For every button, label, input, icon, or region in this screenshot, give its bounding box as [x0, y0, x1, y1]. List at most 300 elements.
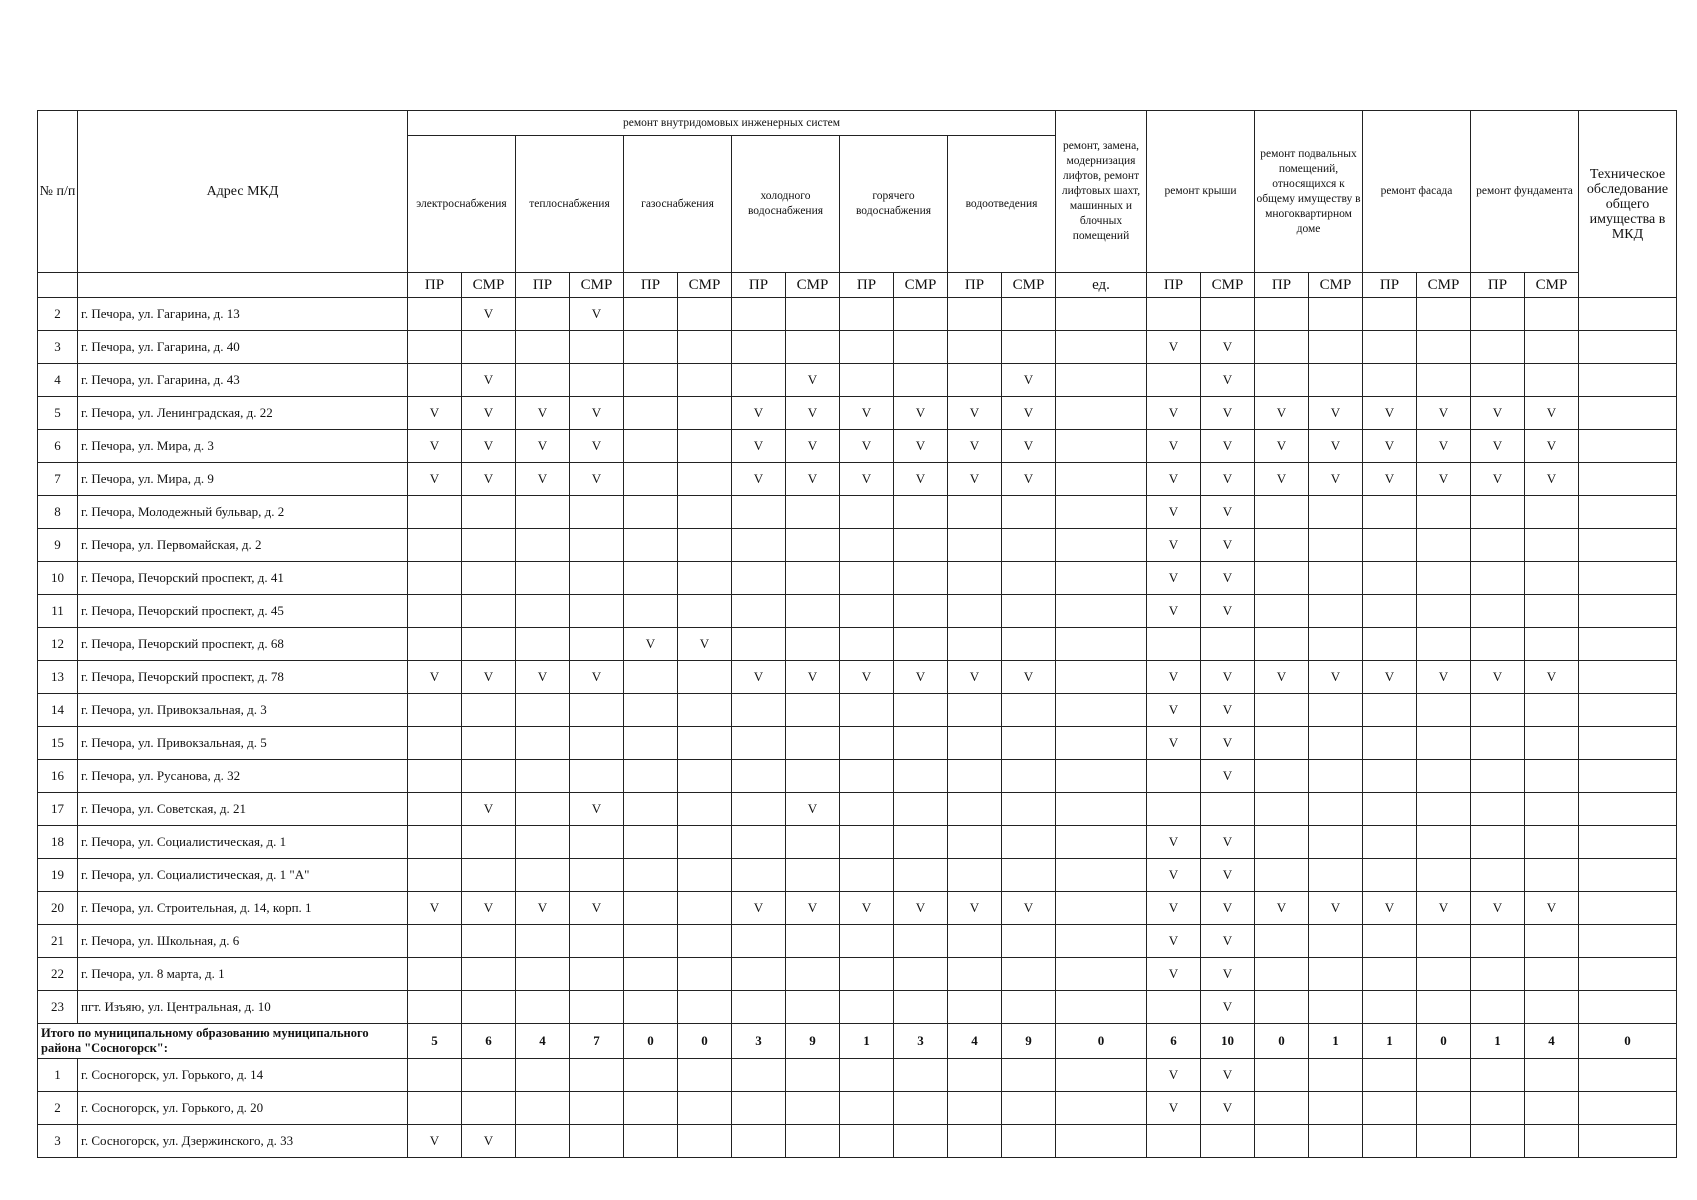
mark-cell — [408, 760, 462, 793]
mark-cell — [624, 661, 678, 694]
mark-cell — [1056, 562, 1147, 595]
mark-cell — [462, 727, 516, 760]
mark-cell — [516, 595, 570, 628]
mark-cell — [1363, 859, 1417, 892]
mark-cell — [1363, 298, 1417, 331]
mark-cell — [408, 859, 462, 892]
mark-cell: V — [1471, 661, 1525, 694]
mark-cell — [462, 991, 516, 1024]
table-row — [38, 463, 1677, 496]
mark-cell — [462, 529, 516, 562]
mark-cell: V — [894, 430, 948, 463]
total-cell: 0 — [678, 1024, 732, 1059]
mark-cell — [624, 760, 678, 793]
mark-cell: V — [1147, 463, 1201, 496]
mark-cell — [1417, 925, 1471, 958]
mark-cell — [894, 958, 948, 991]
mark-cell — [1147, 760, 1201, 793]
total-cell: 4 — [1525, 1024, 1579, 1059]
mark-cell: V — [1363, 430, 1417, 463]
mark-cell — [1471, 331, 1525, 364]
mark-cell — [948, 859, 1002, 892]
mark-cell — [732, 760, 786, 793]
mark-cell — [786, 298, 840, 331]
mark-cell — [894, 793, 948, 826]
mark-cell: V — [462, 793, 516, 826]
mark-cell: V — [678, 628, 732, 661]
mark-cell — [462, 826, 516, 859]
mark-cell — [948, 826, 1002, 859]
mark-cell — [408, 1092, 462, 1125]
row-number: 3 — [38, 331, 78, 364]
smr-subheader: СМР — [1201, 273, 1255, 298]
mark-cell — [732, 628, 786, 661]
col-number-header: № п/п — [38, 111, 78, 273]
row-address: г. Печора, ул. Первомайская, д. 2 — [78, 529, 408, 562]
mark-cell — [1002, 628, 1056, 661]
row-number: 16 — [38, 760, 78, 793]
mark-cell: V — [516, 661, 570, 694]
mark-cell — [624, 595, 678, 628]
mark-cell — [1255, 364, 1309, 397]
mark-cell — [1363, 1092, 1417, 1125]
mark-cell — [516, 562, 570, 595]
mark-cell: V — [1201, 463, 1255, 496]
mark-cell — [786, 727, 840, 760]
row-number: 19 — [38, 859, 78, 892]
mark-cell — [1309, 793, 1363, 826]
row-number: 21 — [38, 925, 78, 958]
mark-cell — [1417, 364, 1471, 397]
mark-cell — [1363, 562, 1417, 595]
mark-cell — [1417, 991, 1471, 1024]
mark-cell — [1579, 859, 1677, 892]
mark-cell — [1579, 925, 1677, 958]
mark-cell — [1471, 298, 1525, 331]
mark-cell — [1525, 727, 1579, 760]
table-row — [38, 892, 1677, 925]
total-cell: 4 — [948, 1024, 1002, 1059]
mark-cell: V — [1471, 430, 1525, 463]
mark-cell — [1417, 562, 1471, 595]
total-cell: 6 — [1147, 1024, 1201, 1059]
mark-cell — [624, 892, 678, 925]
row-number: 22 — [38, 958, 78, 991]
mark-cell — [732, 727, 786, 760]
smr-subheader: СМР — [678, 273, 732, 298]
mark-cell — [1201, 298, 1255, 331]
table-row — [38, 661, 1677, 694]
mark-cell: V — [570, 298, 624, 331]
mark-cell — [408, 595, 462, 628]
mark-cell: V — [624, 628, 678, 661]
mark-cell — [1002, 958, 1056, 991]
row-address: г. Сосногорск, ул. Горького, д. 20 — [78, 1092, 408, 1125]
mark-cell: V — [786, 892, 840, 925]
mark-cell — [786, 1059, 840, 1092]
mark-cell — [624, 991, 678, 1024]
mark-cell: V — [894, 463, 948, 496]
mark-cell — [1417, 331, 1471, 364]
mark-cell — [1056, 628, 1147, 661]
table-row — [38, 958, 1677, 991]
mark-cell: V — [1309, 892, 1363, 925]
mark-cell: V — [516, 463, 570, 496]
mark-cell — [894, 1059, 948, 1092]
mark-cell — [570, 826, 624, 859]
mark-cell — [840, 727, 894, 760]
mark-cell — [786, 694, 840, 727]
mark-cell — [1579, 958, 1677, 991]
mark-cell — [894, 595, 948, 628]
mark-cell — [1363, 628, 1417, 661]
mark-cell — [840, 958, 894, 991]
mark-cell — [1363, 826, 1417, 859]
mark-cell — [516, 925, 570, 958]
mark-cell: V — [840, 397, 894, 430]
mark-cell — [1579, 496, 1677, 529]
mark-cell — [516, 859, 570, 892]
sewer-header: водоотведения — [948, 136, 1056, 273]
mark-cell — [840, 826, 894, 859]
pr-subheader: ПР — [1147, 273, 1201, 298]
mark-cell — [840, 496, 894, 529]
total-cell: 1 — [1309, 1024, 1363, 1059]
mark-cell — [1056, 661, 1147, 694]
mark-cell: V — [786, 430, 840, 463]
row-number: 15 — [38, 727, 78, 760]
mark-cell — [1417, 760, 1471, 793]
total-cell: 0 — [1579, 1024, 1677, 1059]
row-address: г. Печора, ул. Гагарина, д. 13 — [78, 298, 408, 331]
table-row — [38, 694, 1677, 727]
mark-cell — [1002, 1059, 1056, 1092]
pr-subheader: ПР — [1363, 273, 1417, 298]
mark-cell — [1056, 430, 1147, 463]
mark-cell: V — [1201, 364, 1255, 397]
mark-cell — [1417, 529, 1471, 562]
smr-subheader: СМР — [1309, 273, 1363, 298]
mark-cell — [462, 1092, 516, 1125]
mark-cell — [516, 298, 570, 331]
mark-cell — [408, 1059, 462, 1092]
mark-cell — [894, 364, 948, 397]
mark-cell — [948, 793, 1002, 826]
mark-cell — [1471, 1059, 1525, 1092]
mark-cell: V — [1255, 892, 1309, 925]
row-address: г. Печора, ул. Социалистическая, д. 1 "А" — [78, 859, 408, 892]
mark-cell: V — [732, 430, 786, 463]
mark-cell: V — [516, 397, 570, 430]
mark-cell — [840, 628, 894, 661]
mark-cell — [462, 760, 516, 793]
mark-cell — [1255, 991, 1309, 1024]
mark-cell — [516, 1125, 570, 1158]
row-number: 18 — [38, 826, 78, 859]
mark-cell — [408, 496, 462, 529]
mark-cell — [678, 694, 732, 727]
table-row — [38, 1092, 1677, 1125]
mark-cell — [840, 1125, 894, 1158]
mark-cell: V — [840, 430, 894, 463]
mark-cell — [894, 925, 948, 958]
row-number: 11 — [38, 595, 78, 628]
mark-cell: V — [948, 892, 1002, 925]
mark-cell — [894, 298, 948, 331]
total-cell: 0 — [1417, 1024, 1471, 1059]
mark-cell — [1579, 1059, 1677, 1092]
mark-cell — [1056, 529, 1147, 562]
mark-cell: V — [1201, 760, 1255, 793]
mark-cell — [1002, 826, 1056, 859]
mark-cell: V — [1201, 562, 1255, 595]
mark-cell — [516, 958, 570, 991]
row-address: г. Сосногорск, ул. Горького, д. 14 — [78, 1059, 408, 1092]
mark-cell: V — [1255, 397, 1309, 430]
row-number: 8 — [38, 496, 78, 529]
mark-cell: V — [1201, 529, 1255, 562]
mark-cell: V — [1147, 430, 1201, 463]
mark-cell — [1309, 562, 1363, 595]
mark-cell — [894, 1125, 948, 1158]
mark-cell — [894, 694, 948, 727]
mark-cell — [1579, 397, 1677, 430]
mark-cell — [840, 925, 894, 958]
mark-cell — [624, 430, 678, 463]
mark-cell — [408, 991, 462, 1024]
mark-cell — [732, 991, 786, 1024]
mark-cell — [1255, 1092, 1309, 1125]
total-cell: 0 — [1255, 1024, 1309, 1059]
pr-subheader: ПР — [840, 273, 894, 298]
mark-cell — [678, 496, 732, 529]
mark-cell — [1002, 595, 1056, 628]
mark-cell: V — [732, 661, 786, 694]
mark-cell — [1002, 727, 1056, 760]
table-row — [38, 1125, 1677, 1158]
mark-cell — [1579, 991, 1677, 1024]
mark-cell: V — [840, 661, 894, 694]
total-cell: 1 — [1363, 1024, 1417, 1059]
mark-cell — [1579, 430, 1677, 463]
mark-cell — [732, 1059, 786, 1092]
mark-cell — [1309, 496, 1363, 529]
mark-cell: V — [1147, 661, 1201, 694]
mark-cell — [1525, 496, 1579, 529]
mark-cell — [1525, 595, 1579, 628]
mark-cell: V — [948, 463, 1002, 496]
mark-cell — [948, 958, 1002, 991]
mark-cell — [1255, 331, 1309, 364]
mark-cell — [1363, 991, 1417, 1024]
mark-cell — [516, 529, 570, 562]
mark-cell — [786, 760, 840, 793]
mark-cell: V — [462, 661, 516, 694]
mark-cell: V — [408, 463, 462, 496]
mark-cell: V — [1201, 859, 1255, 892]
mark-cell — [462, 859, 516, 892]
mark-cell — [1525, 925, 1579, 958]
mark-cell — [624, 496, 678, 529]
mark-cell — [948, 694, 1002, 727]
mark-cell: V — [462, 397, 516, 430]
mark-cell — [1363, 1125, 1417, 1158]
mark-cell — [1002, 496, 1056, 529]
table-row — [38, 595, 1677, 628]
mark-cell — [516, 331, 570, 364]
mark-cell: V — [1201, 991, 1255, 1024]
smr-subheader: СМР — [786, 273, 840, 298]
mark-cell — [678, 331, 732, 364]
mark-cell: V — [1201, 892, 1255, 925]
mark-cell — [1471, 595, 1525, 628]
mark-cell: V — [1525, 892, 1579, 925]
mark-cell: V — [1417, 430, 1471, 463]
row-address: г. Печора, ул. Привокзальная, д. 3 — [78, 694, 408, 727]
mark-cell: V — [1147, 727, 1201, 760]
mark-cell — [1579, 364, 1677, 397]
mark-cell — [894, 1092, 948, 1125]
mark-cell — [1579, 661, 1677, 694]
table-row — [38, 430, 1677, 463]
row-number: 7 — [38, 463, 78, 496]
mark-cell — [1255, 925, 1309, 958]
mark-cell — [678, 859, 732, 892]
mark-cell — [516, 991, 570, 1024]
mark-cell — [570, 958, 624, 991]
mark-cell: V — [462, 463, 516, 496]
mark-cell: V — [786, 463, 840, 496]
mark-cell: V — [1201, 826, 1255, 859]
mark-cell — [1471, 364, 1525, 397]
mark-cell — [840, 859, 894, 892]
mark-cell — [1309, 958, 1363, 991]
roof-header: ремонт крыши — [1147, 111, 1255, 273]
mark-cell: V — [1201, 595, 1255, 628]
mark-cell — [678, 760, 732, 793]
mark-cell — [1056, 859, 1147, 892]
mark-cell: V — [462, 892, 516, 925]
mark-cell — [1056, 760, 1147, 793]
mark-cell — [1579, 826, 1677, 859]
mark-cell — [1255, 1125, 1309, 1158]
mark-cell — [786, 562, 840, 595]
mark-cell — [1525, 562, 1579, 595]
mark-cell — [1579, 1125, 1677, 1158]
mark-cell — [894, 859, 948, 892]
mark-cell — [570, 991, 624, 1024]
gas-header: газоснабжения — [624, 136, 732, 273]
mark-cell — [1002, 1125, 1056, 1158]
mark-cell — [1525, 991, 1579, 1024]
row-address: г. Печора, ул. Ленинградская, д. 22 — [78, 397, 408, 430]
mark-cell — [624, 364, 678, 397]
mark-cell: V — [516, 892, 570, 925]
mark-cell — [408, 628, 462, 661]
row-address: г. Печора, Печорский проспект, д. 45 — [78, 595, 408, 628]
mark-cell — [1579, 562, 1677, 595]
mark-cell — [1309, 1125, 1363, 1158]
total-cell: 0 — [624, 1024, 678, 1059]
total-cell: 7 — [570, 1024, 624, 1059]
mark-cell — [1471, 529, 1525, 562]
mark-cell — [408, 364, 462, 397]
table-row — [38, 859, 1677, 892]
mark-cell — [678, 298, 732, 331]
mark-cell — [948, 925, 1002, 958]
pr-subheader: ПР — [516, 273, 570, 298]
mark-cell: V — [570, 793, 624, 826]
mark-cell — [1056, 991, 1147, 1024]
mark-cell — [408, 694, 462, 727]
mark-cell — [1363, 331, 1417, 364]
mark-cell — [1309, 991, 1363, 1024]
mark-cell — [732, 859, 786, 892]
row-number: 12 — [38, 628, 78, 661]
row-number: 9 — [38, 529, 78, 562]
total-cell: 9 — [786, 1024, 840, 1059]
row-number: 20 — [38, 892, 78, 925]
mark-cell — [786, 529, 840, 562]
mark-cell — [624, 859, 678, 892]
mark-cell — [462, 1059, 516, 1092]
mark-cell — [678, 826, 732, 859]
mark-cell — [1309, 595, 1363, 628]
total-cell: 6 — [462, 1024, 516, 1059]
mark-cell — [570, 694, 624, 727]
pr-subheader: ПР — [1255, 273, 1309, 298]
mark-cell — [408, 958, 462, 991]
mark-cell: V — [408, 1125, 462, 1158]
mark-cell — [1255, 760, 1309, 793]
mark-cell: V — [1147, 892, 1201, 925]
table-row — [38, 925, 1677, 958]
mark-cell — [1579, 760, 1677, 793]
mark-cell: V — [894, 397, 948, 430]
mark-cell: V — [1201, 1059, 1255, 1092]
mark-cell: V — [408, 661, 462, 694]
mark-cell — [516, 694, 570, 727]
mark-cell — [948, 1092, 1002, 1125]
mark-cell: V — [1525, 430, 1579, 463]
mark-cell — [678, 463, 732, 496]
mark-cell: V — [1309, 397, 1363, 430]
table-row — [38, 826, 1677, 859]
smr-subheader: СМР — [1525, 273, 1579, 298]
mark-cell — [732, 826, 786, 859]
mark-cell — [1056, 595, 1147, 628]
mark-cell — [1056, 1059, 1147, 1092]
total-label: Итого по муниципальному образованию муниципального района "Сосногорск": — [38, 1024, 408, 1059]
mark-cell — [894, 331, 948, 364]
mark-cell — [894, 727, 948, 760]
mark-cell — [1309, 628, 1363, 661]
mark-cell — [1056, 925, 1147, 958]
mark-cell — [1002, 1092, 1056, 1125]
mark-cell — [948, 1059, 1002, 1092]
mark-cell: V — [1002, 430, 1056, 463]
table-row — [38, 331, 1677, 364]
mark-cell — [1147, 793, 1201, 826]
mark-cell — [570, 628, 624, 661]
mark-cell — [678, 991, 732, 1024]
mark-cell — [516, 1092, 570, 1125]
mark-cell: V — [1147, 1092, 1201, 1125]
mark-cell: V — [1201, 958, 1255, 991]
mark-cell — [948, 298, 1002, 331]
total-cell: 3 — [732, 1024, 786, 1059]
row-address: пгт. Изъяю, ул. Центральная, д. 10 — [78, 991, 408, 1024]
